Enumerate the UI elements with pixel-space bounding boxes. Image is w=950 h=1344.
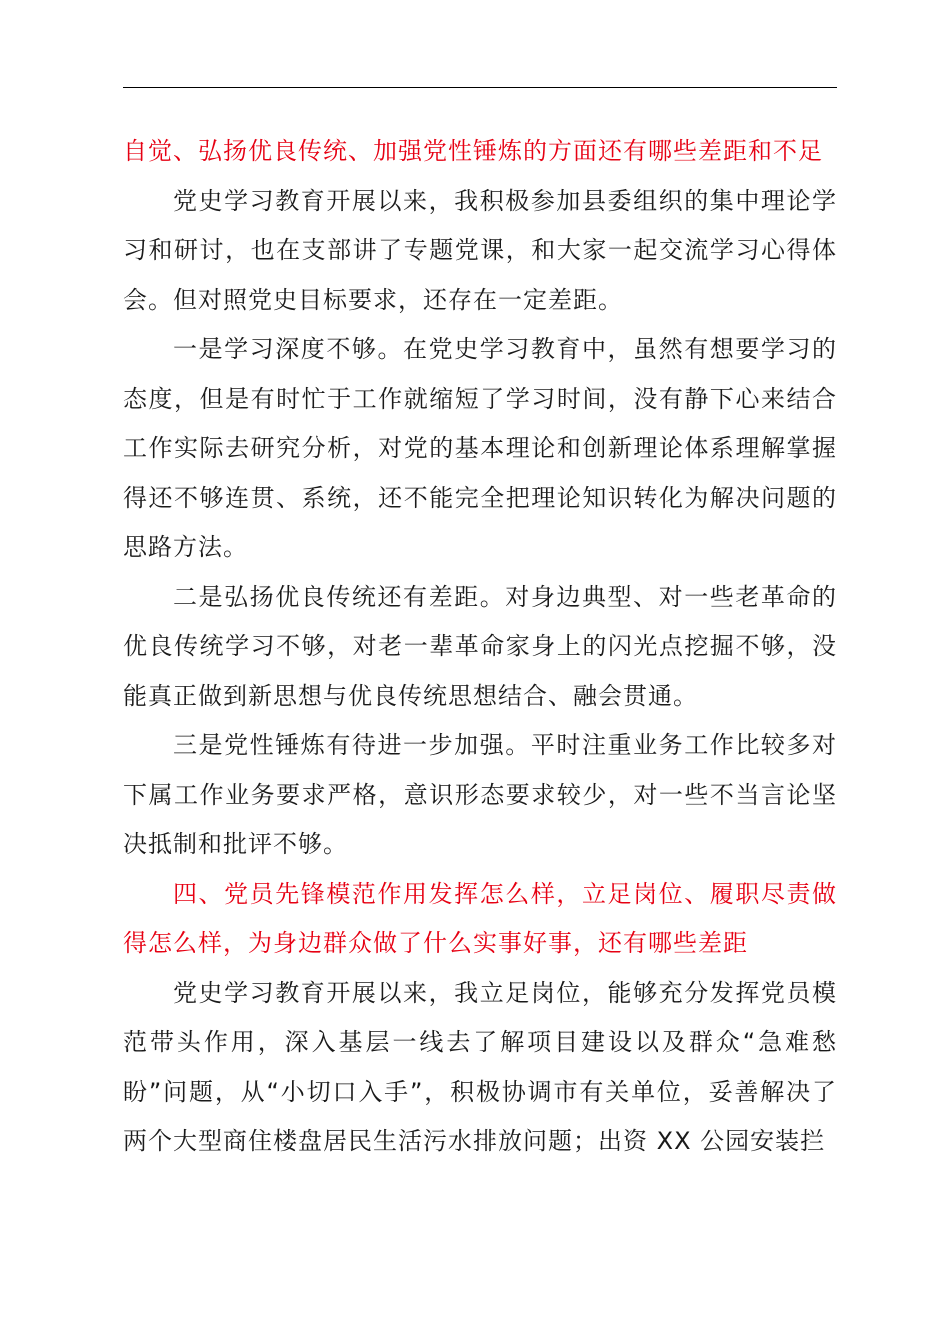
paragraph-point-one: 一是学习深度不够。在党史学习教育中，虽然有想要学习的态度，但是有时忙于工作就缩短了学习时间，没有静下心来结合工作实际去研究分析，对党的基本理论和创新理论体系理解掌握得还不够连贯、系统，还不能完全把理论知识转化为解决问题的思路方法。 bbox=[123, 335, 837, 561]
section-heading-four: 四、党员先锋模范作用发挥怎么样，立足岗位、履职尽责做得怎么样，为身边群众做了什么实事好事，还有哪些差距 bbox=[123, 879, 837, 957]
paragraph-point-two: 二是弘扬优良传统还有差距。对身边典型、对一些老革命的优良传统学习不够，对老一辈革命家身上的闪光点挖掘不够，没能真正做到新思想与优良传统思想结合、融会贯通。 bbox=[123, 582, 837, 710]
document-body bbox=[123, 127, 837, 1167]
section-heading-continued: 自觉、弘扬优良传统、加强党性锤炼的方面还有哪些差距和不足 bbox=[123, 137, 823, 165]
paragraph-section-four: 党史学习教育开展以来，我立足岗位，能够充分发挥党员模范带头作用，深入基层一线去了解项目建设以及群众“急难愁盼”问题，从“小切口入手”，积极协调市有关单位，妥善解决了两个大型商住楼盘居民生活污水排放问题；出资 XX 公园安装拦 bbox=[123, 978, 837, 1155]
paragraph-point-three: 三是党性锤炼有待进一步加强。平时注重业务工作比较多对下属工作业务要求严格，意识形态要求较少，对一些不当言论坚决抵制和批评不够。 bbox=[123, 731, 837, 858]
paragraph-overview: 党史学习教育开展以来，我积极参加县委组织的集中理论学习和研讨，也在支部讲了专题党课，和大家一起交流学习心得体会。但对照党史目标要求，还存在一定差距。 bbox=[123, 186, 837, 314]
header-rule bbox=[123, 87, 837, 88]
